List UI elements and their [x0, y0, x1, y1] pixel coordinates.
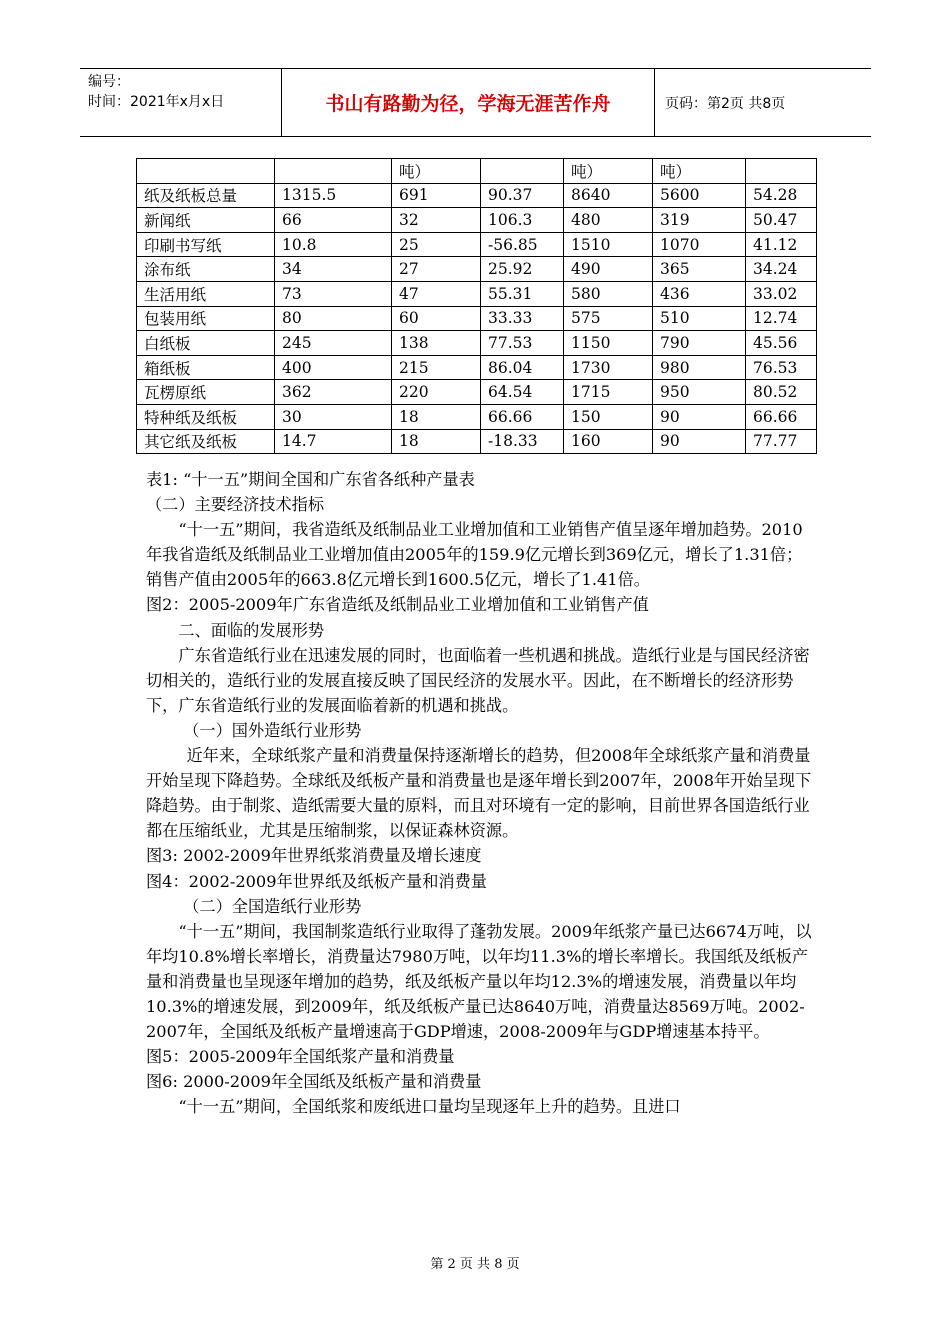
- table-row: [137, 208, 817, 233]
- table-cell: 365: [653, 257, 746, 282]
- table-row: [137, 232, 817, 257]
- table-cell: 涂布纸: [137, 257, 275, 282]
- table-cell: 25.92: [481, 257, 564, 282]
- table-cell: [137, 159, 275, 184]
- table-cell: 27: [392, 257, 481, 282]
- table-cell: 30: [275, 404, 392, 429]
- table-cell: 生活用纸: [137, 281, 275, 306]
- table-cell: 80.52: [746, 380, 817, 405]
- table-row: [137, 331, 817, 356]
- table-cell: 77.53: [481, 331, 564, 356]
- table-cell: 瓦楞原纸: [137, 380, 275, 405]
- header-page-number: 页码：第2页 共8页: [665, 95, 786, 112]
- table-cell: 1315.5: [275, 183, 392, 208]
- table-cell: 箱纸板: [137, 355, 275, 380]
- table-cell: 510: [653, 306, 746, 331]
- paragraph: “十一五”期间，我省造纸及纸制品业工业增加值和工业销售产值呈逐年增加趋势。2010年我省造纸及纸制品业工业增加值由2005年的159.9亿元增长到369亿元，增长了1.31倍；销售产值由2005年的663.8亿元增长到1600.5亿元，增长了1.41倍。: [146, 520, 803, 590]
- table-cell: 90: [653, 404, 746, 429]
- table-cell: 138: [392, 331, 481, 356]
- table-cell: [275, 159, 392, 184]
- table-cell: 吨）: [564, 159, 653, 184]
- table-cell: 980: [653, 355, 746, 380]
- table-cell: 18: [392, 404, 481, 429]
- table-cell: 白纸板: [137, 331, 275, 356]
- table-cell: 纸及纸板总量: [137, 183, 275, 208]
- table-cell: 66.66: [746, 404, 817, 429]
- table-cell: 吨）: [653, 159, 746, 184]
- table-cell: 5600: [653, 183, 746, 208]
- table-cell: 950: [653, 380, 746, 405]
- table-cell: 490: [564, 257, 653, 282]
- table-cell: 12.74: [746, 306, 817, 331]
- table-cell: 245: [275, 331, 392, 356]
- table-row: [137, 355, 817, 380]
- document-number-label: 编号：: [88, 74, 130, 90]
- paragraph: 广东省造纸行业在迅速发展的同时，也面临着一些机遇和挑战。造纸行业是与国民经济密切相关的，造纸行业的发展直接反映了国民经济的发展水平。因此，在不断增长的经济形势下，广东省造纸行业的发展面临着新的机遇和挑战。: [146, 645, 810, 715]
- table-cell: [481, 159, 564, 184]
- table-cell: 160: [564, 429, 653, 454]
- paragraph: 图2：2005-2009年广东省造纸及纸制品业工业增加值和工业销售产值: [146, 595, 649, 615]
- table-cell: 77.77: [746, 429, 817, 454]
- paragraph: 图6: 2000-2009年全国纸及纸板产量和消费量: [146, 1072, 482, 1092]
- table-cell: -18.33: [481, 429, 564, 454]
- table-cell: 790: [653, 331, 746, 356]
- header-motto: 书山有路勤为径，学海无涯苦作舟: [282, 69, 655, 136]
- table-cell: 55.31: [481, 281, 564, 306]
- header-info: [80, 69, 282, 136]
- table-cell: 580: [564, 281, 653, 306]
- table-cell: 41.12: [746, 232, 817, 257]
- table-cell: 印刷书写纸: [137, 232, 275, 257]
- paragraph: （二）全国造纸行业形势: [183, 896, 362, 916]
- table-cell: 新闻纸: [137, 208, 275, 233]
- paragraph: 图3: 2002-2009年世界纸浆消费量及增长速度: [146, 846, 482, 866]
- table-cell: 480: [564, 208, 653, 233]
- paragraph: （一）国外造纸行业形势: [183, 720, 362, 740]
- table-row: [137, 257, 817, 282]
- table-cell: 400: [275, 355, 392, 380]
- table-cell: 45.56: [746, 331, 817, 356]
- table-cell: 吨）: [392, 159, 481, 184]
- table-cell: 73: [275, 281, 392, 306]
- table-cell: 14.7: [275, 429, 392, 454]
- table-cell: 66.66: [481, 404, 564, 429]
- table-cell: 包装用纸: [137, 306, 275, 331]
- table-cell: 436: [653, 281, 746, 306]
- paragraph: 近年来，全球纸浆产量和消费量保持逐渐增长的趋势，但2008年全球纸浆产量和消费量开始呈现下降趋势。全球纸及纸板产量和消费量也是逐年增长到2007年，2008年开始呈现下降趋势。由于制浆、造纸需要大量的原料，而且对环境有一定的影响，目前世界各国造纸行业都在压缩纸业，尤其是压缩制浆，以保证森林资源。: [146, 746, 812, 841]
- paragraph: 图4：2002-2009年世界纸及纸板产量和消费量: [146, 871, 487, 891]
- table-cell: 34.24: [746, 257, 817, 282]
- table-cell: 47: [392, 281, 481, 306]
- table-cell: 76.53: [746, 355, 817, 380]
- table-cell: 362: [275, 380, 392, 405]
- table-cell: 1730: [564, 355, 653, 380]
- table-cell: 50.47: [746, 208, 817, 233]
- table-row: [137, 380, 817, 405]
- paragraph: 图5：2005-2009年全国纸浆产量和消费量: [146, 1047, 455, 1067]
- table-row: [137, 281, 817, 306]
- table-cell: 54.28: [746, 183, 817, 208]
- paragraph: “十一五”期间，我国制浆造纸行业取得了蓬勃发展。2009年纸浆产量已达6674万吨，以年均10.8%增长率增长，消费量达7980万吨，以年均11.3%的增长率增长。我国纸及纸板产量和消费量也呈现逐年增加的趋势，纸及纸板产量以年均12.3%的增速发展，消费量以年均10.3%的增速发展，到2009年，纸及纸板产量已达8640万吨，消费量达8569万吨。2002-2007年，全国纸及纸板产量增速高于GDP增速，2008-2009年与GDP增速基本持平。: [146, 921, 812, 1042]
- table-cell: 319: [653, 208, 746, 233]
- table-cell: 80: [275, 306, 392, 331]
- paragraph: 二、面临的发展形势: [178, 620, 325, 640]
- table-cell: 1715: [564, 380, 653, 405]
- document-time-label: 时间：2021年x月x日: [88, 94, 225, 110]
- table-cell: 220: [392, 380, 481, 405]
- table-row: [137, 429, 817, 454]
- paragraph: （二）主要经济技术指标: [146, 495, 325, 515]
- table-cell: 33.02: [746, 281, 817, 306]
- table-cell: 34: [275, 257, 392, 282]
- table-cell: 25: [392, 232, 481, 257]
- table-cell: -56.85: [481, 232, 564, 257]
- table-cell: 150: [564, 404, 653, 429]
- table-cell: 32: [392, 208, 481, 233]
- table-cell: 1510: [564, 232, 653, 257]
- table-row: [137, 404, 817, 429]
- table-cell: 8640: [564, 183, 653, 208]
- table-cell: 1070: [653, 232, 746, 257]
- table-cell: 60: [392, 306, 481, 331]
- table-cell: 575: [564, 306, 653, 331]
- table-cell: 其它纸及纸板: [137, 429, 275, 454]
- table-cell: 1150: [564, 331, 653, 356]
- paragraph: 表1: “十一五”期间全国和广东省各纸种产量表: [146, 470, 475, 489]
- table-cell: 90.37: [481, 183, 564, 208]
- table-cell: 18: [392, 429, 481, 454]
- table-cell: 64.54: [481, 380, 564, 405]
- table-cell: 90: [653, 429, 746, 454]
- table-cell: 33.33: [481, 306, 564, 331]
- table-cell: 106.3: [481, 208, 564, 233]
- table-row: [137, 306, 817, 331]
- paper-production-table: [136, 158, 817, 454]
- table-cell: 66: [275, 208, 392, 233]
- table-row: [137, 183, 817, 208]
- table-cell: 特种纸及纸板: [137, 404, 275, 429]
- page-header: [80, 68, 871, 137]
- table-header-row: [137, 159, 817, 184]
- table-cell: 215: [392, 355, 481, 380]
- page-footer: 第 2 页 共 8 页: [430, 1257, 520, 1272]
- table-cell: [746, 159, 817, 184]
- table-cell: 10.8: [275, 232, 392, 257]
- document-body: [146, 467, 816, 1119]
- table-cell: 691: [392, 183, 481, 208]
- paragraph: “十一五”期间，全国纸浆和废纸进口量均呈现逐年上升的趋势。且进口: [178, 1097, 681, 1117]
- table-cell: 86.04: [481, 355, 564, 380]
